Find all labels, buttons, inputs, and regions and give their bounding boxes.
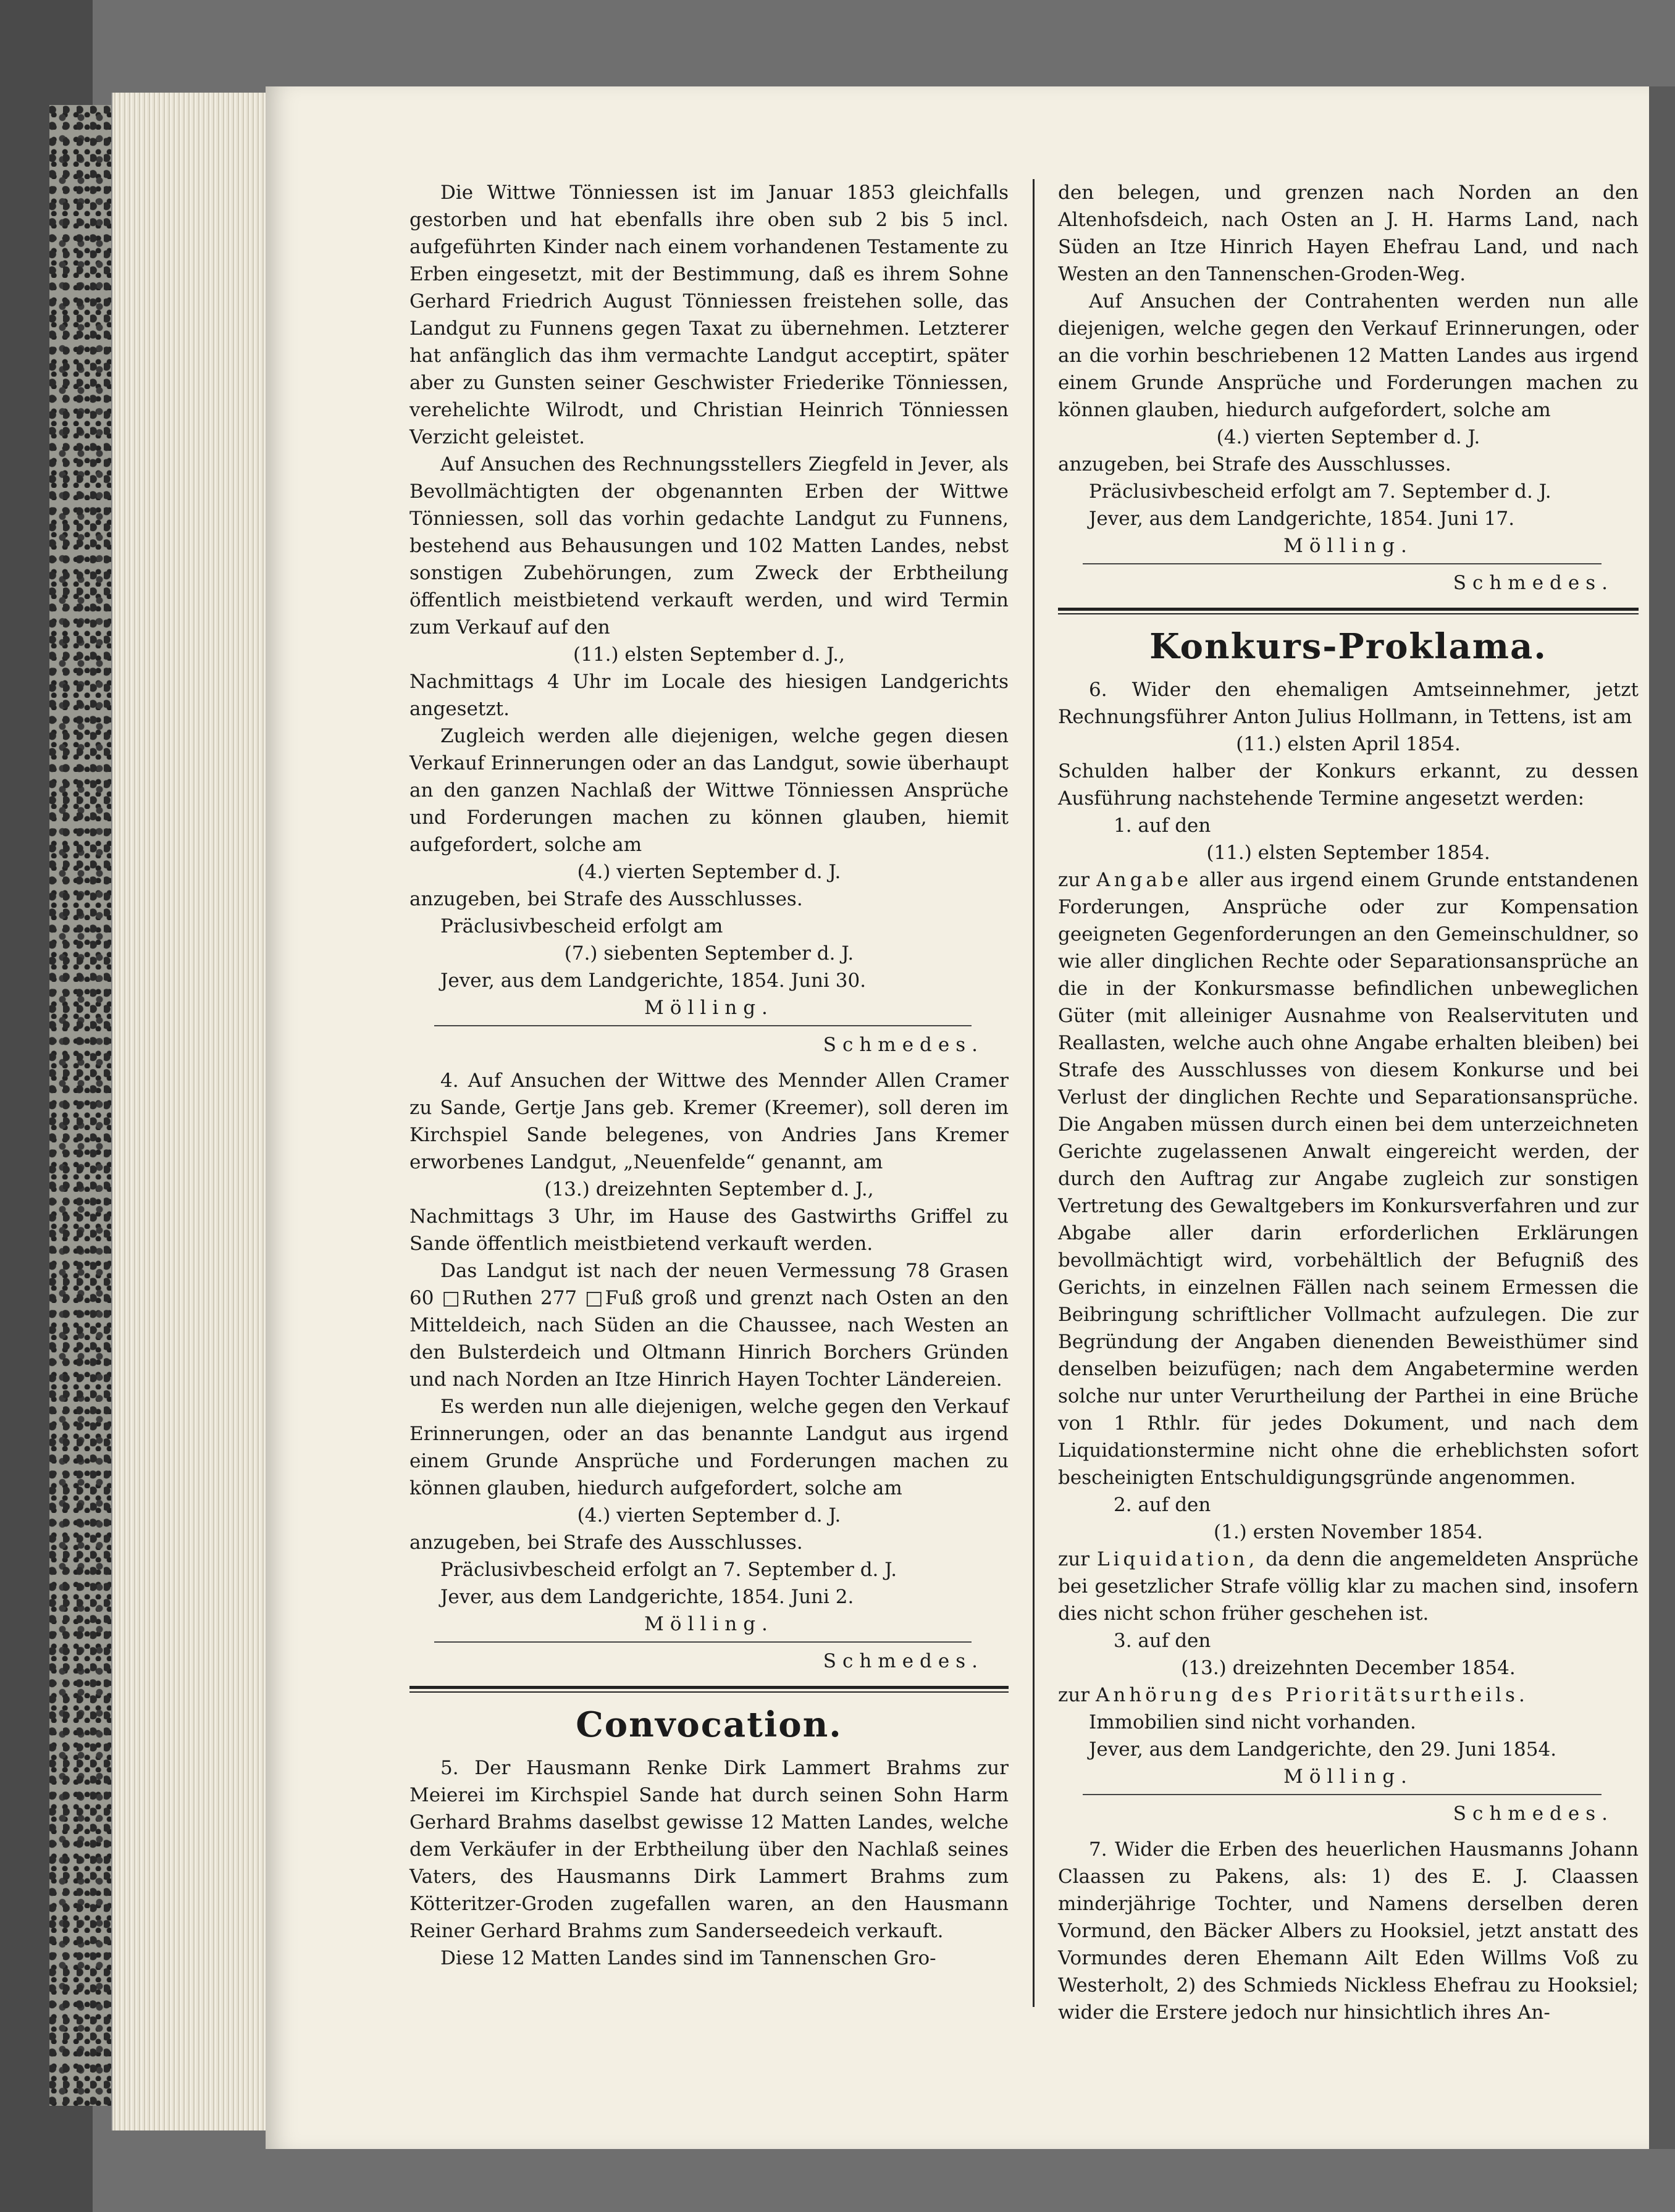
paragraph: Die Wittwe Tönniessen ist im Januar 1853 gleichfalls gestorben und hat ebenfalls ihre oben sub 2 bis 5 incl. aufgeführten Kinder nach einem vorhandenen Testamente zu Erben eingesetzt, mit der Bestimmung, daß es ihrem Sohne Gerhard Friedrich August Tönniessen freistehen solle, das Landgut zu Funnens gegen Taxat zu übernehmen. Letzterer hat anfänglich das ihm vermachte Landgut acceptirt, später aber zu Gunsten seiner Geschwister Friederike Tönniessen, verehelichte Wilrodt, und Christian Heinrich Tönniessen Verzicht geleistet. <box>409 182 1009 448</box>
paragraph: Es werden nun alle diejenigen, welche gegen den Verkauf Erinnerungen, oder an das benannte Landgut aus irgend einem Grunde Ansprüche und Forderungen machen zu können glauben, hiedurch aufgefordert, solche am <box>409 1396 1009 1499</box>
paragraph: anzugeben, bei Strafe des Ausschlusses. <box>409 1531 803 1554</box>
text-span: zur <box>1058 1684 1090 1706</box>
text-span: zur <box>1058 869 1090 891</box>
emphasized-term: Liquidation, <box>1096 1548 1259 1570</box>
place-date-line: Jever, aus dem Landgerichte, 1854. Juni 30. <box>440 970 867 992</box>
date-line: (7.) siebenten September d. J. <box>564 942 854 965</box>
date-line: (4.) vierten September d. J. <box>1216 426 1480 448</box>
section-rule <box>1058 613 1639 614</box>
paragraph: Auf Ansuchen der Contrahenten werden nun alle diejenigen, welche gegen den Verkauf Erinnerungen, oder an die vorhin beschriebenen 12 Matten Landes aus irgend einem Grunde Ansprüche und Forderungen machen zu können glauben, hiedurch aufgefordert, solche am <box>1058 290 1639 421</box>
paragraph <box>1058 1546 1639 1627</box>
term-label: 3. auf den <box>1114 1630 1211 1652</box>
paragraph: Auf Ansuchen des Rechnungsstellers Ziegfeld in Jever, als Bevollmächtigten der obgenannten Erben der Wittwe Tönniessen, soll das vorhin gedachte Landgut zu Funnens, bestehend aus Behausungen und 102 Matten Landes, nebst sonstigen Zubehörungen, zum Zweck der Erbtheilung öffentlich meistbietend verkauft werden, und wird Termin zum Verkauf auf den <box>409 453 1009 639</box>
separator-line <box>434 1641 972 1643</box>
paragraph: Präclusivbescheid erfolgt an 7. September d. J. <box>440 1559 897 1581</box>
date-line: (13.) dreizehnten September d. J., <box>544 1178 874 1200</box>
paragraph: anzugeben, bei Strafe des Ausschlusses. <box>1058 453 1451 475</box>
book-page-edges <box>111 93 267 2130</box>
date-line: (11.) elsten September d. J., <box>573 643 845 666</box>
paragraph <box>1058 1682 1639 1709</box>
paragraph: 4. Auf Ansuchen der Wittwe des Mennder Allen Cramer zu Sande, Gertje Jans geb. Kremer (Kreemer), soll deren im Kirchspiel Sande belegenes, von Andries Jans Kremer erworbenes Landgut, „Neuenfelde“ genannt, am <box>409 1070 1009 1173</box>
place-date-line: Jever, aus dem Landgerichte, den 29. Juni 1854. <box>1089 1738 1557 1761</box>
section-rule <box>409 1686 1009 1689</box>
paragraph: den belegen, und grenzen nach Norden an den Altenhofsdeich, nach Osten an J. H. Harms Land, nach Süden an Itze Hinrich Hayen Ehefrau Land, und nach Westen an den Tannenschen-Groden-Weg. <box>1058 182 1639 285</box>
date-line: (11.) elsten April 1854. <box>1236 733 1461 755</box>
paragraph: 7. Wider die Erben des heuerlichen Hausmanns Johann Claassen zu Pakens, als: 1) des E. J. Claassen minderjährige Tochter, und Namens derselben deren Vormund, den Bäcker Albers zu Hooksiel, jetzt anstatt des Vormundes deren Ehemann Ailt Eden Willms Voß zu Westerholt, 2) des Schmieds Nickless Ehefrau zu Hooksiel; wider die Erstere jedoch nur hinsichtlich ihres An- <box>1058 1838 1639 2024</box>
paragraph: Schulden halber der Konkurs erkannt, zu dessen Ausführung nachstehende Termine angesetzt werden: <box>1058 760 1639 810</box>
separator-line <box>434 1025 972 1026</box>
paragraph: Nachmittags 3 Uhr, im Hause des Gastwirths Griffel zu Sande öffentlich meistbietend verkauft werden. <box>409 1205 1009 1255</box>
signature-clerk: Schmedes. <box>823 1034 984 1056</box>
paragraph: 6. Wider den ehemaligen Amtseinnehmer, jetzt Rechnungsführer Anton Julius Hollmann, in Tettens, ist am <box>1058 679 1639 728</box>
signature-judge: Mölling. <box>644 997 774 1019</box>
place-date-line: Jever, aus dem Landgerichte, 1854. Juni 17. <box>1089 508 1515 530</box>
term-label: 2. auf den <box>1114 1494 1211 1516</box>
paragraph: Nachmittags 4 Uhr im Locale des hiesigen Landgerichts angesetzt. <box>409 671 1009 720</box>
paragraph: Diese 12 Matten Landes sind im Tannenschen Gro- <box>440 1947 936 1969</box>
signature-judge: Mölling. <box>1283 535 1413 557</box>
date-line: (13.) dreizehnten December 1854. <box>1181 1657 1516 1679</box>
paragraph: Präclusivbescheid erfolgt am <box>440 915 723 937</box>
signature-judge: Mölling. <box>1283 1766 1413 1788</box>
date-line: (4.) vierten September d. J. <box>577 861 841 883</box>
date-line: (11.) elsten September 1854. <box>1206 842 1490 864</box>
section-heading-convocation: Convocation. <box>576 1704 842 1745</box>
signature-clerk: Schmedes. <box>1453 572 1614 594</box>
paragraph: Zugleich werden alle diejenigen, welche gegen diesen Verkauf Erinnerungen oder an das Landgut, sowie überhaupt an den ganzen Nachlaß der Wittwe Tönniessen Ansprüche und Forderungen machen zu können glauben, hiemit aufgefordert, solche am <box>409 725 1009 856</box>
signature-clerk: Schmedes. <box>823 1650 984 1672</box>
page-shadow <box>1649 86 1675 2149</box>
text-span: aller aus irgend einem Grunde entstandenen Forderungen, Ansprüche oder zur Kompensation geeigneten Gegenforderungen an den Gemeinschuldner, so wie aller dinglichen Rechte oder Separationsansprüche an die in der Konkursmasse befindlichen unbeweglichen Güter (mit alleiniger Ausnahme von Realservituten und Reallasten, welche auch ohne Angabe erhalten bleiben) bei Strafe des Ausschlusses von diesem Konkurse und bei Verlust der dinglichen Rechte und Separationsansprüche. Die Angaben müssen durch einen bei dem unterzeichneten Gerichte zugelassenen Anwalt eingereicht werden, der durch den Auftrag zur Angabe zugleich zur sonstigen Vertretung des Gewaltgebers im Konkursverfahren und zur Abgabe aller darin erforderlichen Erklärungen bevollmächtigt wird, vorbehältlich der Befugniß des Gerichts, in einzelnen Fällen nach seinem Ermessen die Beibringung schriftlicher Vollmacht aufzulegen. Die zur Begründung der Angaben dienenden Beweisthümer sind denselben beizufügen; nach dem Angabetermine werden solche nur unter Verurtheilung der Parthei in eine Brüche von 1 Rthlr. für jedes Dokument, und nach dem Liquidationstermine nicht ohne die erheblichsten sofort bescheinigten Entschuldigungsgründe angenommen. <box>1058 869 1639 1489</box>
right-column <box>1058 179 1639 2026</box>
text-span: da denn die angemeldeten Ansprüche bei gesetzlicher Strafe völlig klar zu machen sind, insofern dies nicht schon früher geschehen ist. <box>1058 1548 1639 1625</box>
paragraph: Immobilien sind nicht vorhanden. <box>1089 1711 1416 1733</box>
left-column <box>409 179 1009 1972</box>
book-cover-marbled <box>49 105 112 2106</box>
separator-line <box>1083 563 1602 564</box>
paragraph: anzugeben, bei Strafe des Ausschlusses. <box>409 888 803 910</box>
section-rule <box>409 1691 1009 1693</box>
place-date-line: Jever, aus dem Landgerichte, 1854. Juni 2. <box>440 1586 854 1608</box>
emphasized-term: Anhörung des Prioritätsurtheils. <box>1095 1684 1529 1706</box>
text-span: zur <box>1058 1548 1090 1570</box>
section-rule <box>1058 608 1639 611</box>
term-label: 1. auf den <box>1114 815 1211 837</box>
emphasized-term: Angabe <box>1096 869 1193 891</box>
paragraph: Das Landgut ist nach der neuen Vermessung 78 Grasen 60 □Ruthen 277 □Fuß groß und grenzt nach Osten an den Mitteldeich, nach Süden an die Chaussee, nach Westen an den Bulsterdeich und Oltmann Hinrich Borchers Gründen und nach Norden an Itze Hinrich Hayen Tochter Ländereien. <box>409 1260 1009 1391</box>
column-divider <box>1033 179 1035 2007</box>
date-line: (4.) vierten September d. J. <box>577 1504 841 1527</box>
signature-judge: Mölling. <box>644 1613 774 1635</box>
paragraph: Präclusivbescheid erfolgt am 7. September d. J. <box>1089 480 1551 503</box>
section-heading-konkurs-proklama: Konkurs-Proklama. <box>1149 626 1547 667</box>
signature-clerk: Schmedes. <box>1453 1803 1614 1825</box>
paragraph: 5. Der Hausmann Renke Dirk Lammert Brahms zur Meierei im Kirchspiel Sande hat durch seinen Sohn Harm Gerhard Brahms daselbst gewisse 12 Matten Landes, welche dem Verkäufer in der Erbtheilung über den Nachlaß seines Vaters, des Hausmanns Dirk Lammert Brahms zum Kötteritzer-Groden zugefallen waren, an den Hausmann Reiner Gerhard Brahms zum Sanderseedeich verkauft. <box>409 1757 1009 1942</box>
date-line: (1.) ersten November 1854. <box>1214 1521 1483 1543</box>
paragraph <box>1058 866 1639 1491</box>
separator-line <box>1083 1794 1602 1795</box>
